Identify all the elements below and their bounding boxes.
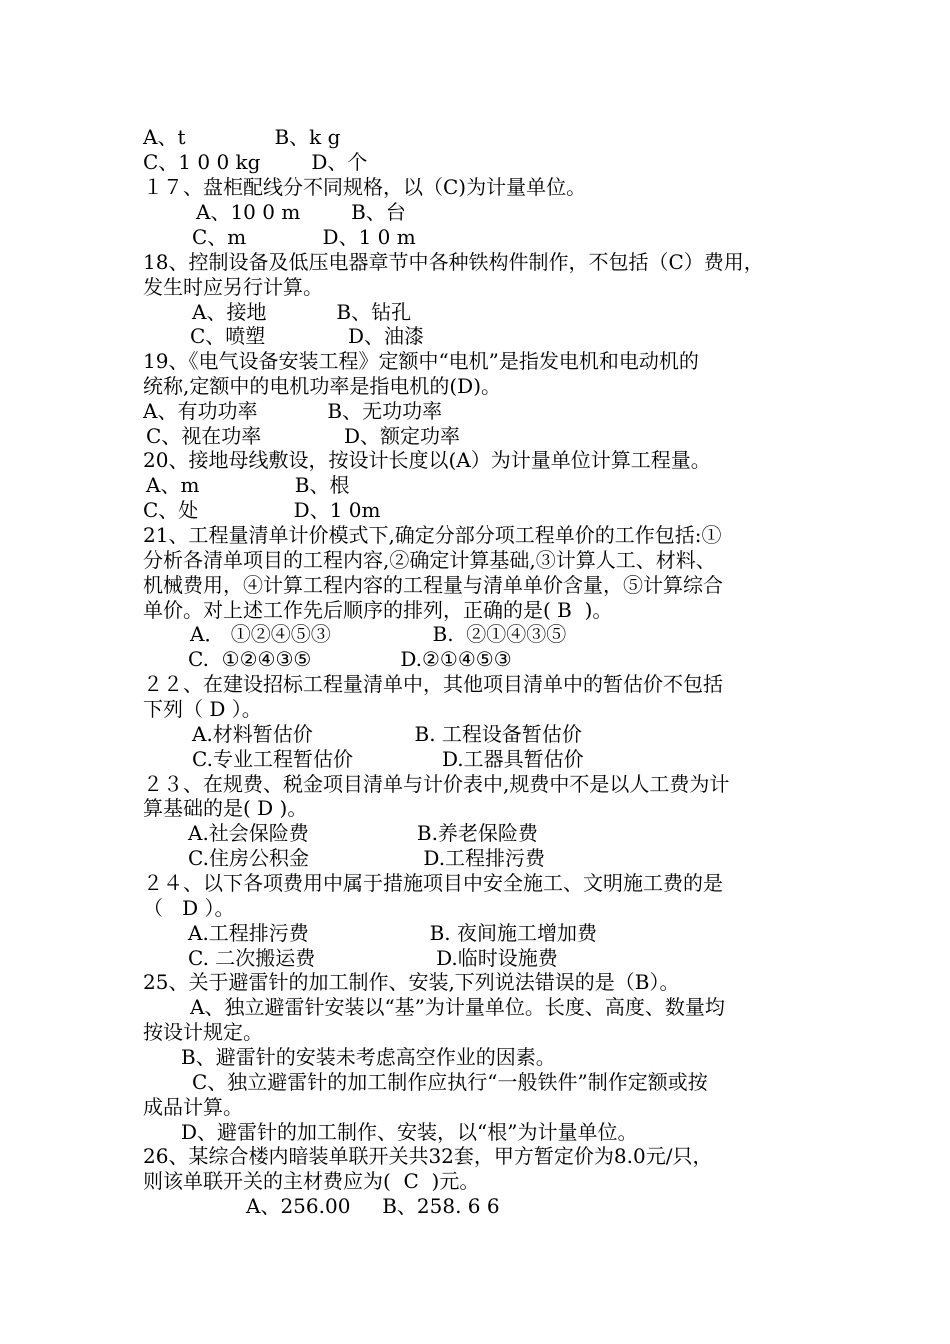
text-line: 统称,定额中的电机功率是指电机的(D)。 [143, 374, 501, 398]
text-line: B、避雷针的安装未考虑高空作业的因素。 [181, 1045, 556, 1069]
text-line: 算基础的是( D )。 [143, 796, 308, 820]
text-line: A.社会保险费 B.养老保险费 [188, 821, 538, 845]
text-line: D、避雷针的加工制作、安装，以“根”为计量单位。 [181, 1120, 638, 1144]
text-line: 21、工程量清单计价模式下,确定分部分项工程单价的工作包括:① [143, 523, 722, 547]
text-line: 机械费用，④计算工程内容的工程量与清单单价含量，⑤计算综合 [143, 573, 723, 597]
text-line: A、10 0 m B、台 [196, 200, 406, 224]
text-line: 发生时应另行计算。 [143, 275, 323, 299]
text-line: 分析各清单项目的工程内容,②确定计算基础,③计算人工、材料、 [143, 548, 716, 572]
text-line: C. 二次搬运费 D.临时设施费 [188, 946, 558, 970]
text-line: C、1 0 0 kg D、个 [143, 150, 368, 174]
text-line: A、有功功率 B、无功功率 [143, 399, 443, 423]
text-line: A、接地 B、钻孔 [192, 300, 412, 324]
text-line: 单价。对上述工作先后顺序的排列，正确的是( B )。 [143, 598, 613, 622]
text-line: C、喷塑 D、油漆 [190, 324, 424, 348]
text-line: C、独立避雷针的加工制作应执行“一般铁件”制作定额或按 [192, 1070, 708, 1094]
text-line: 19、《电气设备安装工程》定额中“电机”是指发电机和电动机的 [143, 349, 699, 373]
text-line: 26、某综合楼内暗装单联开关共32套，甲方暂定价为8.0元/只， [143, 1144, 713, 1168]
text-line: 下列（ D ）。 [143, 697, 262, 721]
text-line: C、处 D、1 0m [143, 498, 381, 522]
text-line: C、视在功率 D、额定功率 [146, 424, 460, 448]
text-line: 18、控制设备及低压电器章节中各种铁构件制作，不包括（C）费用， [143, 250, 764, 274]
text-line: C、m D、1 0 m [192, 225, 416, 249]
text-line: 25、关于避雷针的加工制作、安装,下列说法错误的是（B）。 [143, 970, 680, 994]
text-line: 按设计规定。 [143, 1020, 263, 1044]
text-line: ２４、以下各项费用中属于措施项目中安全施工、文明施工费的是 [143, 871, 723, 895]
text-line: 成品计算。 [143, 1095, 243, 1119]
text-line: C.住房公积金 D.工程排污费 [188, 846, 546, 870]
text-line: C. ①②④③⑤ D.②①④⑤③ [188, 647, 512, 671]
text-line: A． ①②④⑤③ B. ②①④③⑤ [190, 622, 567, 646]
text-line: A、t B、k g [143, 125, 341, 149]
text-line: A.材料暂估价 B. 工程设备暂估价 [192, 722, 582, 746]
text-line: C.专业工程暂估价 D.工器具暂估价 [192, 747, 584, 771]
text-line: A、m B、根 [146, 473, 350, 497]
text-line: A、256.00 B、258. 6 6 [246, 1194, 500, 1218]
text-line: A、独立避雷针安装以“基”为计量单位。长度、高度、数量均 [190, 995, 725, 1019]
text-line: 20、接地母线敷设，按设计长度以(A）为计量单位计算工程量。 [143, 448, 711, 472]
text-line: （ D ）。 [143, 896, 235, 920]
text-line: ２３、在规费、税金项目清单与计价表中,规费中不是以人工费为计 [143, 772, 730, 796]
text-line: 则该单联开关的主材费应为( C )元。 [143, 1169, 480, 1193]
text-line: １７、盘柜配线分不同规格，以（C)为计量单位。 [143, 175, 587, 199]
text-line: A.工程排污费 B. 夜间施工增加费 [188, 921, 598, 945]
text-line: ２２、在建设招标工程量清单中，其他项目清单中的暂估价不包括 [143, 672, 723, 696]
